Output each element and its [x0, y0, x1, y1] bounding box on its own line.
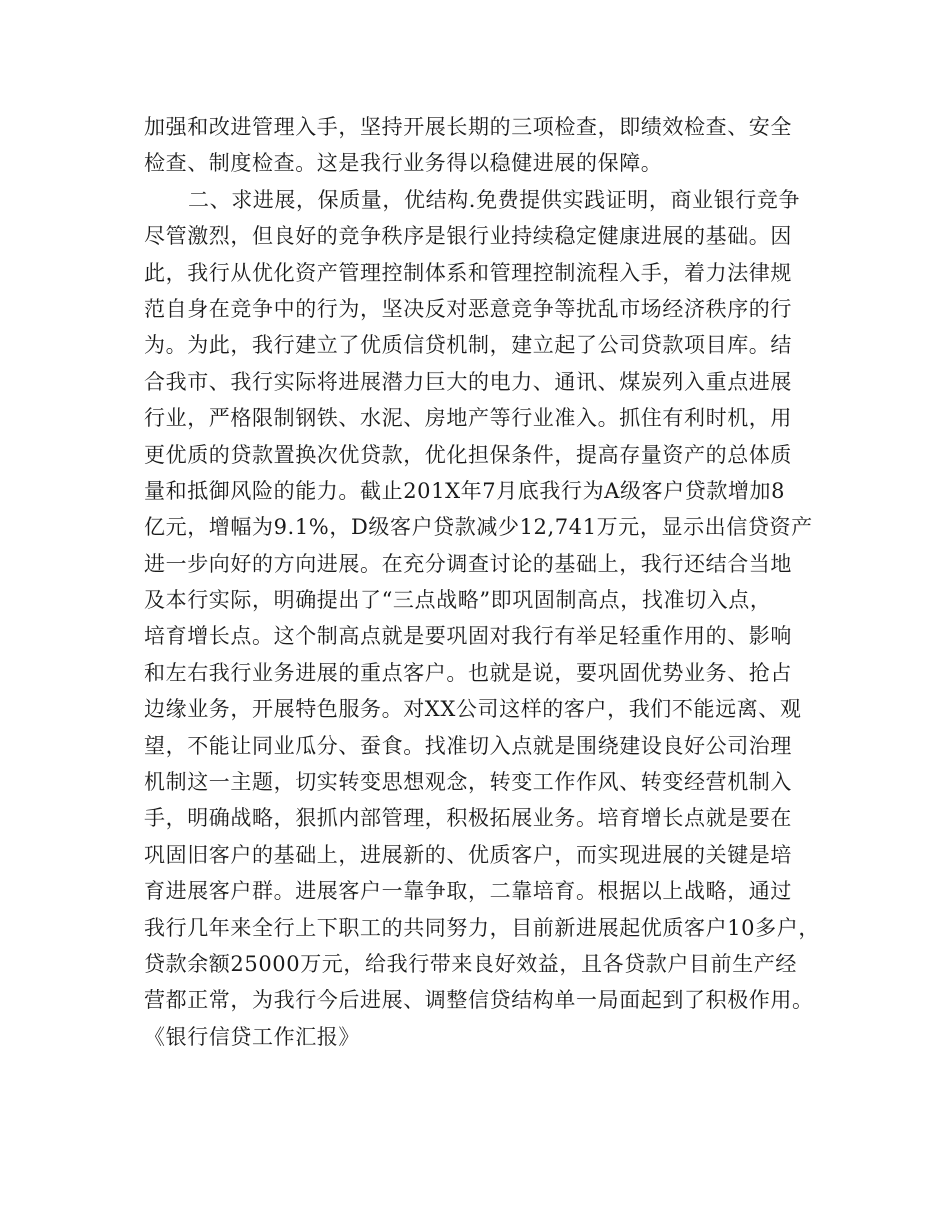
text-line: 合我市、我行实际将进展潜力巨大的电力、通讯、煤炭列入重点进展: [144, 369, 792, 394]
text-line: 机制这一主题，切实转变思想观念，转变工作作风、转变经营机制入: [144, 770, 792, 795]
text-line: 范自身在竞争中的行为，坚决反对恶意竞争等扰乱市场经济秩序的行: [144, 296, 792, 321]
text-line: 此，我行从优化资产管理控制体系和管理控制流程入手，着力法律规: [144, 260, 792, 285]
text-line: 培育增长点。这个制高点就是要巩固对我行有举足轻重作用的、影响: [144, 624, 792, 649]
text-line: 营都正常，为我行今后进展、调整信贷结构单一局面起到了积极作用。: [144, 988, 814, 1013]
text-line: 加强和改进管理入手，坚持开展长期的三项检查，即绩效检查、安全: [144, 115, 792, 139]
text-line: 行业，严格限制钢铁、水泥、房地产等行业准入。抓住有利时机，用: [144, 406, 792, 431]
text-line: 边缘业务，开展特色服务。对XX公司这样的客户，我们不能远离、观: [144, 697, 802, 722]
text-line: 为。为此，我行建立了优质信贷机制，建立起了公司贷款项目库。结: [144, 333, 792, 358]
text-line: 巩固旧客户的基础上，进展新的、优质客户，而实现进展的关键是培: [144, 842, 792, 867]
text-line: 检查、制度检查。这是我行业务得以稳健进展的保障。: [144, 151, 663, 176]
text-line: 更优质的贷款置换次优贷款，优化担保条件，提高存量资产的总体质: [144, 442, 792, 467]
text-line: 育进展客户群。进展客户一靠争取，二靠培育。根据以上战略，通过: [144, 879, 792, 904]
text-line: 贷款余额25000万元，给我行带来良好效益，且各贷款户目前生产经: [144, 951, 798, 976]
text-line: 量和抵御风险的能力。截止201X年7月底我行为A级客户贷款增加8: [144, 478, 786, 503]
text-line: 尽管激烈，但良好的竞争秩序是银行业持续稳定健康进展的基础。因: [144, 224, 792, 249]
document-title-reference: 《银行信贷工作汇报》: [144, 1024, 360, 1049]
text-line: 我行几年来全行上下职工的共同努力，目前新进展起优质客户10多户，: [144, 915, 820, 940]
text-line: 及本行实际，明确提出了“三点战略”即巩固制高点，找准切入点，: [144, 588, 772, 613]
text-line: 手，明确战略，狠抓内部管理，积极拓展业务。培育增长点就是要在: [144, 806, 792, 831]
text-line: 亿元，增幅为9.1%，D级客户贷款减少12,741万元，显示出信贷资产: [144, 515, 813, 540]
body-text: [144, 109, 824, 1055]
text-line: 望，不能让同业瓜分、蚕食。找准切入点就是围绕建设良好公司治理: [144, 733, 792, 758]
paragraph-start-line: 二、求进展，保质量，优结构.免费提供实践证明，商业银行竞争: [188, 187, 801, 212]
text-line: 和左右我行业务进展的重点客户。也就是说，要巩固优势业务、抢占: [144, 660, 792, 685]
text-line: 进一步向好的方向进展。在充分调查讨论的基础上，我行还结合当地: [144, 551, 792, 576]
